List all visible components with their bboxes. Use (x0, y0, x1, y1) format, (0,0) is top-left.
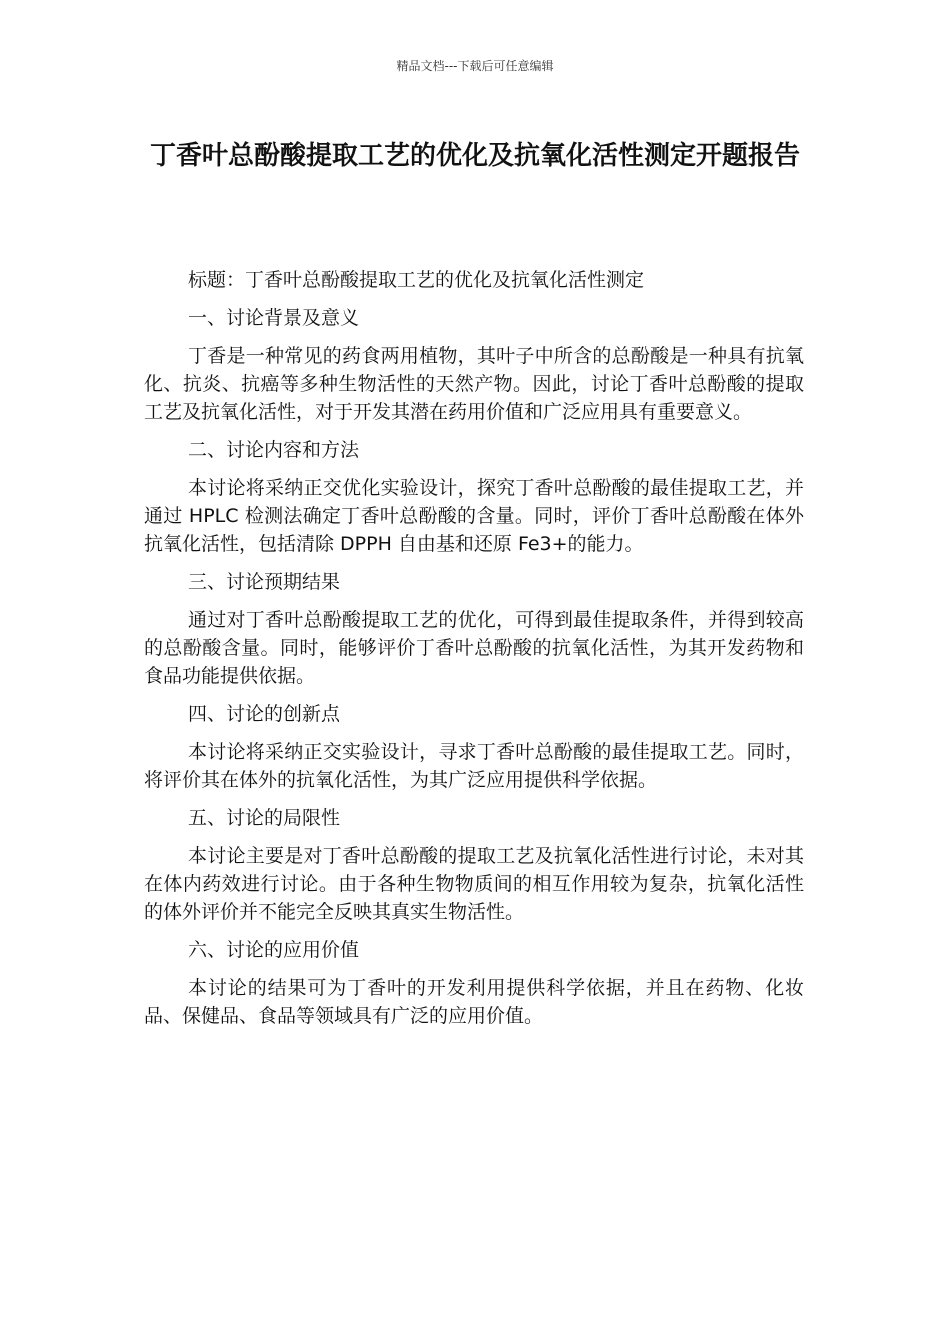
section-paragraph: 本讨论的结果可为丁香叶的开发利用提供科学依据，并且在药物、化妆品、保健品、食品等领域具有广泛的应用价值。 (144, 977, 804, 1027)
section-innovation (144, 700, 804, 794)
section-heading: 一、讨论背景及意义 (188, 307, 360, 329)
section-content-methods (144, 436, 804, 558)
section-heading: 六、讨论的应用价值 (188, 939, 360, 961)
section-heading: 二、讨论内容和方法 (188, 439, 360, 461)
document-title: 丁香叶总酚酸提取工艺的优化及抗氧化活性测定开题报告 (149, 141, 800, 171)
section-background (144, 304, 804, 426)
section-heading: 四、讨论的创新点 (188, 703, 341, 725)
section-paragraph: 丁香是一种常见的药食两用植物，其叶子中所含的总酚酸是一种具有抗氧化、抗炎、抗癌等多种生物活性的天然产物。因此，讨论丁香叶总酚酸的提取工艺及抗氧化活性，对于开发其潜在药用价值和广泛应用具有重要意义。 (144, 345, 804, 423)
document-subtitle: 标题：丁香叶总酚酸提取工艺的优化及抗氧化活性测定 (188, 269, 645, 291)
document-body (144, 266, 804, 1040)
section-heading: 五、讨论的局限性 (188, 807, 341, 829)
section-expected-results (144, 568, 804, 690)
page-header-note: 精品文档---下载后可任意编辑 (396, 59, 554, 73)
section-paragraph: 通过对丁香叶总酚酸提取工艺的优化，可得到最佳提取条件，并得到较高的总酚酸含量。同时，能够评价丁香叶总酚酸的抗氧化活性，为其开发药物和食品功能提供依据。 (144, 609, 804, 687)
section-paragraph: 本讨论主要是对丁香叶总酚酸的提取工艺及抗氧化活性进行讨论，未对其在体内药效进行讨论。由于各种生物物质间的相互作用较为复杂，抗氧化活性的体外评价并不能完全反映其真实生物活性。 (144, 845, 804, 923)
section-application-value (144, 936, 804, 1030)
section-heading: 三、讨论预期结果 (188, 571, 341, 593)
section-paragraph: 本讨论将采纳正交实验设计，寻求丁香叶总酚酸的最佳提取工艺。同时，将评价其在体外的抗氧化活性，为其广泛应用提供科学依据。 (144, 741, 804, 791)
section-paragraph: 本讨论将采纳正交优化实验设计，探究丁香叶总酚酸的最佳提取工艺，并通过 HPLC 检测法确定丁香叶总酚酸的含量。同时，评价丁香叶总酚酸在体外抗氧化活性，包括清除 DPPH 自由基和还原 Fe3+的能力。 (144, 477, 804, 555)
section-limitations (144, 804, 804, 926)
